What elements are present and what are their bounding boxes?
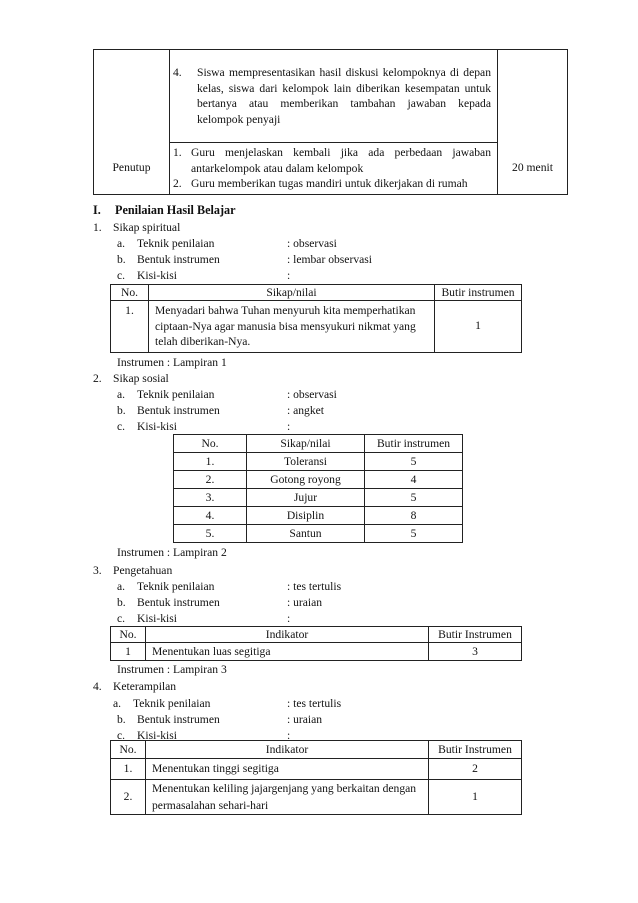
- field-row: b. Bentuk instrumen : lembar observasi: [117, 253, 372, 266]
- table-header: No. Sikap/nilai Butir instrumen: [111, 285, 522, 301]
- field-row: c. Kisi-kisi :: [117, 612, 291, 625]
- subsection-sosial: 2. Sikap sosial: [93, 372, 169, 385]
- subsection-spiritual: 1. Sikap spiritual: [93, 221, 181, 234]
- field-row: a. Teknik penilaian : tes tertulis: [113, 697, 342, 710]
- field-row: c. Kisi-kisi :: [117, 729, 291, 742]
- table-row: 1 Menentukan luas segitiga 3: [111, 643, 522, 661]
- step-text: Siswa mempresentasikan hasil diskusi kelompoknya di depan kelas, siswa dari kelompok lain diberikan kesempatan untuk bertanya atau memberikan tambahan jawaban kepada kelompok penyaji: [197, 66, 491, 126]
- field-row: a. Teknik penilaian : observasi: [117, 388, 337, 401]
- table-row: 1. Toleransi 5: [174, 453, 463, 471]
- field-row: c. Kisi-kisi :: [117, 420, 291, 433]
- table-row: 2. Gotong royong 4: [174, 471, 463, 489]
- table-header: No. Indikator Butir Instrumen: [111, 741, 522, 759]
- table-header: No. Sikap/nilai Butir instrumen: [174, 435, 463, 453]
- phase-label: Penutup: [94, 143, 170, 195]
- instrument-note: Instrumen : Lampiran 3: [117, 663, 227, 676]
- field-row: b. Bentuk instrumen : angket: [117, 404, 325, 417]
- table-row: 2. Menentukan keliling jajargenjang yang berkaitan dengan permasalahan sehari-hari 1: [111, 780, 522, 815]
- table-row: 1. Menentukan tinggi segitiga 2: [111, 759, 522, 780]
- table-row: [94, 143, 568, 195]
- field-row: b. Bentuk instrumen : uraian: [117, 713, 323, 726]
- sosial-table: [173, 434, 463, 543]
- field-row: b. Bentuk instrumen : uraian: [117, 596, 323, 609]
- field-row: a. Teknik penilaian : observasi: [117, 237, 337, 250]
- table-row: [94, 50, 568, 143]
- list-item: 2. Guru memberikan tugas mandiri untuk dikerjakan di rumah: [173, 177, 468, 190]
- field-row: a. Teknik penilaian : tes tertulis: [117, 580, 342, 593]
- spiritual-table: [110, 284, 522, 353]
- subsection-pengetahuan: 3. Pengetahuan: [93, 564, 173, 577]
- subsection-keterampilan: 4. Keterampilan: [93, 680, 177, 693]
- table-row: 4. Disiplin 8: [174, 507, 463, 525]
- list-item: 1. Guru menjelaskan kembali jika ada perbedaan jawaban antarkelompok atau dalam kelompok: [173, 146, 491, 175]
- field-row: c. Kisi-kisi :: [117, 269, 291, 282]
- list-item: 4. Siswa mempresentasikan hasil diskusi kelompoknya di depan kelas, siswa dari kelompok lain diberikan kesempatan untuk bertanya atau memberikan tambahan jawaban kepada kelompok penyaji: [173, 66, 491, 126]
- section-heading: I. Penilaian Hasil Belajar: [93, 203, 236, 217]
- table-row: 1. Menyadari bahwa Tuhan menyuruh kita memperhatikan ciptaan-Nya agar manusia bisa mensyukuri nikmat yang telah diberikan-Nya. 1: [111, 301, 522, 353]
- table-row: 3. Jujur 5: [174, 489, 463, 507]
- table-row: 5. Santun 5: [174, 525, 463, 543]
- pengetahuan-table: [110, 626, 522, 661]
- instrument-note: Instrumen : Lampiran 1: [117, 356, 227, 369]
- table-header: No. Indikator Butir Instrumen: [111, 627, 522, 643]
- activity-table: [93, 49, 568, 195]
- keterampilan-table: [110, 740, 522, 815]
- time-label: 20 menit: [498, 143, 568, 195]
- instrument-note: Instrumen : Lampiran 2: [117, 546, 227, 559]
